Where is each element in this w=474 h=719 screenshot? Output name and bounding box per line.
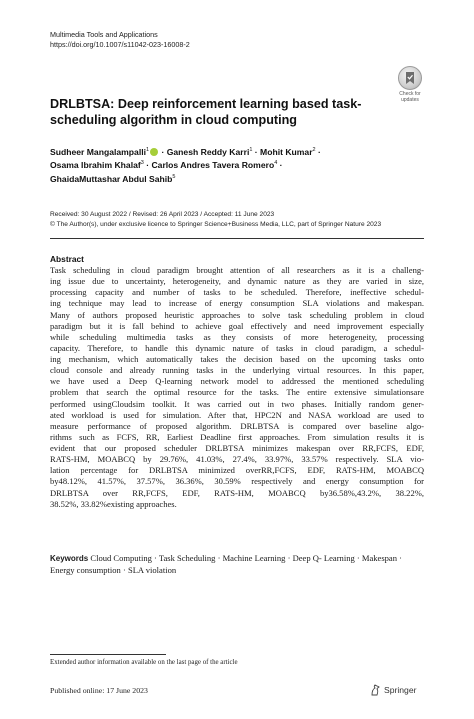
orcid-icon[interactable]	[150, 148, 158, 156]
abstract-line: processing capacity and number of tasks to be scheduled. Therefore, ineffective schedul-	[50, 287, 424, 298]
abstract-line: DRLBTSA over RR,FCFS, EDF, RATS-HM, MOABCQ by36.58%,43.2%, 38.22%,	[50, 487, 424, 498]
abstract-line: by48.12%, 41.57%, 37.57%, 36.36%, 30.59% respectively and energy consumption for	[50, 476, 424, 487]
abstract-line: cloud console and already running tasks in the underlying virtual resources. In this paper,	[50, 365, 424, 376]
affiliation-marker: 4	[274, 160, 278, 167]
author-separator: ·	[252, 146, 261, 157]
doi-link[interactable]: https://doi.org/10.1007/s11042-023-16008-2	[50, 40, 190, 49]
keywords-text: Cloud Computing · Task Scheduling · Machine Learning · Deep Q- Learning · Makespan · Energy consumption · SLA violation	[50, 553, 402, 575]
footnote-divider	[50, 654, 166, 655]
abstract-line: problem that search the optimal resource for the tasks. The entire extensive simulationsare	[50, 387, 424, 398]
publisher-name: Springer	[384, 685, 417, 695]
author-name: Mohit Kumar	[260, 146, 313, 157]
check-for-updates-badge[interactable]	[394, 66, 426, 103]
abstract-line: performed usingCloudsim toolkit. It was carried out in two phases. Initially random gener-	[50, 398, 424, 409]
author-name: Sudheer Mangalampalli	[50, 146, 146, 157]
published-date: Published online: 17 June 2023	[50, 686, 148, 695]
author-separator: ·	[143, 160, 152, 171]
paper-title: DRLBTSA: Deep reinforcement learning based task-scheduling algorithm in cloud computing	[50, 97, 362, 127]
publisher-logo	[370, 684, 416, 696]
author-separator: ·	[159, 146, 167, 157]
history-dates: Received: 30 August 2022 / Revised: 26 April 2023 / Accepted: 11 June 2023	[50, 211, 275, 218]
abstract-line: capacity. Therefore, to handle this dynamic nature of tasks in cloud paradigm, a schedul-	[50, 342, 424, 353]
author-name: Carlos Andres Tavera Romero	[151, 160, 275, 171]
copyright-notice: © The Author(s), under exclusive licence to Springer Science+Business Media, LLC, part of Springer Nature 2023	[50, 221, 382, 228]
abstract-line: evident that our proposed scheduler DRLBTSA minimizes makespan over RR,FCFS, EDF,	[50, 443, 424, 453]
affiliation-marker: 5	[172, 173, 176, 180]
abstract-line: Many of authors proposed heuristic approaches to solve task scheduling problem in cloud	[50, 309, 424, 320]
abstract-line: RATS-HM, MOABCQ by 29.76%, 41.03%, 27.4%, 33.97%, 33.57% respectively. SLA vio-	[50, 454, 424, 465]
abstract-line: ing issue due to uncertainty, heterogeneity, and dynamic nature as they are varied in size,	[50, 276, 424, 287]
badge-line2: updates	[401, 96, 419, 103]
affiliation-marker: 3	[140, 160, 144, 167]
author-info-footnote: Extended author information available on the last page of the article	[50, 659, 238, 666]
divider	[50, 238, 424, 239]
abstract-line: ing mechanism, which automatically takes the decision based on the upcoming tasks onto	[50, 354, 424, 364]
abstract-line: ing technique may lead to increase of energy consumption SLA violations and makespan.	[50, 298, 424, 309]
author-list	[50, 145, 430, 185]
abstract-heading: Abstract	[50, 254, 84, 264]
abstract-line: ated workload is used for simulation. After that, HPC2N and NASA workload are used to	[50, 409, 424, 420]
affiliation-marker: 2	[312, 147, 316, 153]
keywords-section	[50, 553, 424, 576]
journal-header	[50, 30, 190, 50]
bookmark-check-icon	[398, 66, 422, 90]
abstract-line: we have used a Deep Q-learning network model to addressed the mentioned scheduling	[50, 376, 424, 387]
abstract-line: measure performance of proposed algorithm. DRLBTSA is compared over baseline algo-	[50, 420, 424, 431]
author-name: GhaidaMuttashar Abdul Sahib	[50, 173, 173, 184]
keywords-heading: Keywords	[50, 554, 89, 563]
abstract-line: Task scheduling in cloud paradigm brought attention of all researchers as it is a challeng-	[50, 265, 424, 275]
springer-horse-icon	[370, 684, 381, 696]
author-separator: ·	[277, 160, 283, 171]
abstract-line: paradigm but it is fall behind to achieve goal effectively and need improvement especially	[50, 320, 424, 331]
author-name: Ganesh Reddy Karri	[166, 146, 250, 157]
author-name: Osama Ibrahim Khalaf	[50, 160, 141, 171]
affiliation-marker: 1	[249, 147, 253, 153]
publication-dates	[50, 210, 381, 230]
author-separator: ·	[315, 146, 321, 157]
abstract-line: 38.52%, 33.82%existing approaches.	[50, 498, 177, 509]
abstract-line: rithms such as FCFS, RR, Earliest Deadline first approaches. From simulation results it is	[50, 431, 424, 442]
abstract-line: lation percentage for DRLBTSA minimized overRR,FCFS, EDF, RATS-HM, MOABCQ	[50, 465, 424, 476]
affiliation-marker: 1	[146, 147, 150, 153]
journal-name: Multimedia Tools and Applications	[50, 30, 158, 39]
abstract-line: while scheduling multimedia tasks as they consists of more heterogeneity, processing	[50, 331, 424, 342]
badge-line1: Check for	[399, 91, 421, 97]
abstract-body	[50, 265, 424, 510]
